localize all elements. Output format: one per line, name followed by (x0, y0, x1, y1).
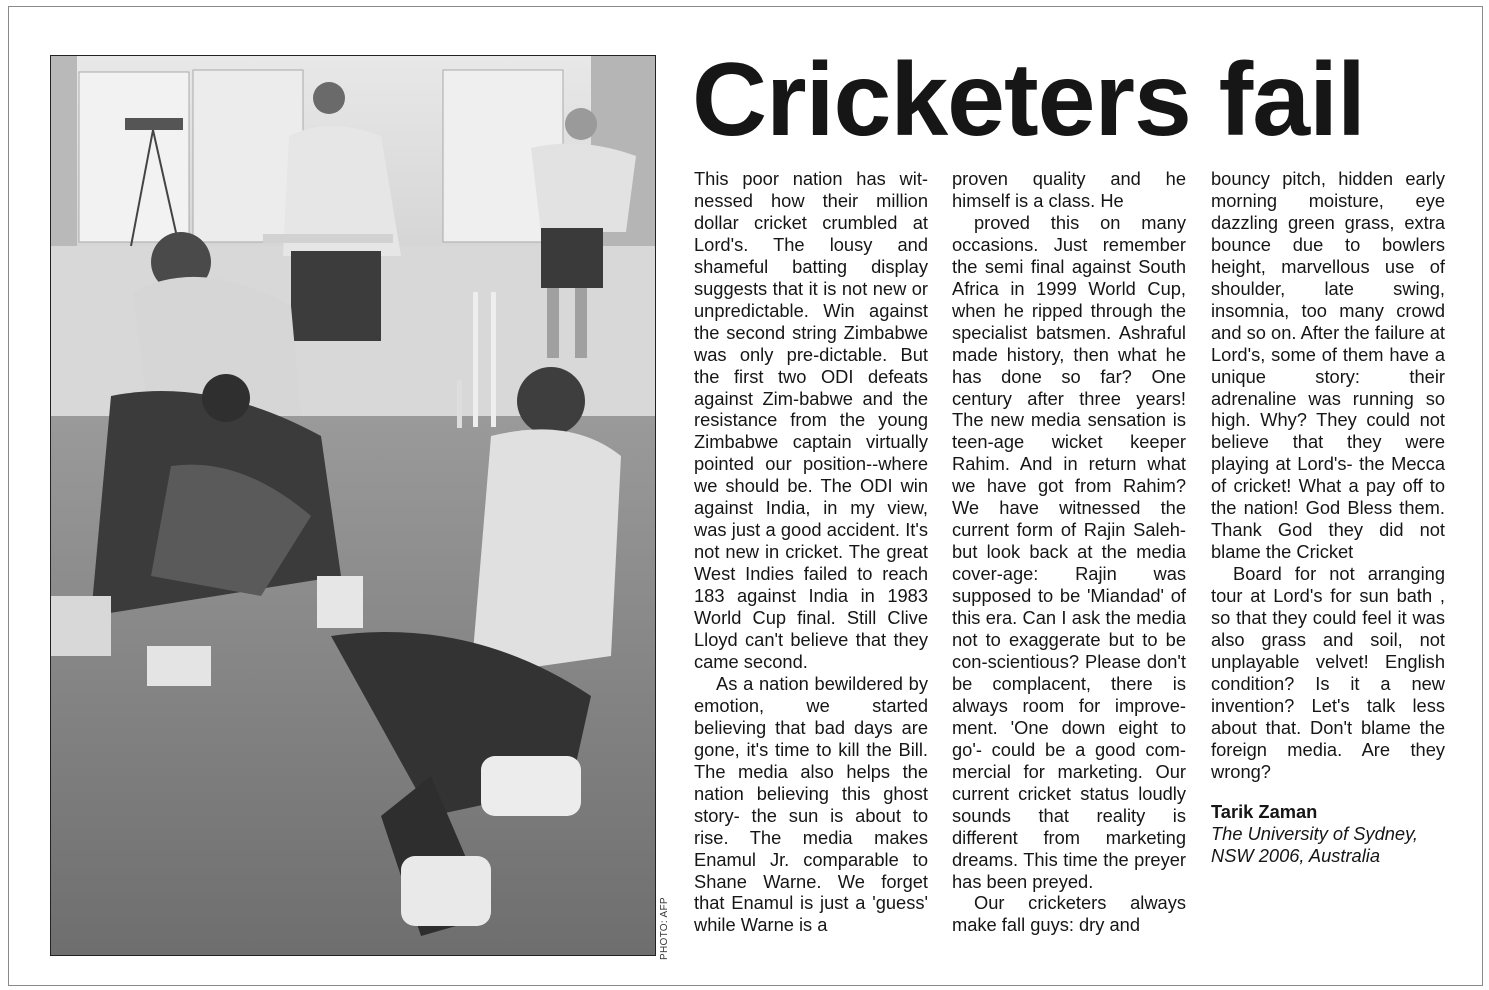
photo-credit: PHOTO: AFP (659, 897, 670, 960)
byline-name: Tarik Zaman (1211, 800, 1318, 822)
byline-affiliation-line-1: The University of Sydney, (1211, 822, 1418, 844)
article-paragraph: proven quality and he himself is a class. He (952, 168, 1186, 211)
article-paragraph: Our cricketers always make fall guys: dry and (952, 892, 1186, 936)
article-column-2 (952, 168, 1186, 936)
headline: Cricketers fail (692, 42, 1365, 158)
article-column-3 (1211, 168, 1445, 867)
article-paragraph: This poor nation has wit-nessed how their million dollar cricket crumbled at Lord's. The lousy and shameful batting display suggests that it is not new or unpredictable. Win against the second string Zimbabwe was only pre-dictable. But the first two ODI defeats against Zim-babwe and the resistance from the young Zimbabwe captain virtually pointed our position--where we should be. The ODI win against India, in my view, was just a good accident. It's not new in cricket. The great West Indies failed to reach 183 against India in 1983 World Cup final. Still Clive Lloyd can't believe that they came second. (694, 168, 928, 672)
article-paragraph: As a nation bewildered by emotion, we started believing that bad days are gone, it's time to kill the Bill. The media also helps the nation believing this ghost story- the sun is about to rise. The media makes Enamul Jr. comparable to Shane Warne. We forget that Enamul is just a 'guess' while Warne is a (694, 672, 928, 936)
article-paragraph: proved this on many occasions. Just remember the semi final against South Africa in 1999 World Cup, when he ripped through the specialist batsmen. Ashraful made history, then what he has done so far? One century after three years! The new media sensation is teen-age wicket keeper Rahim. And in return what we have got from Rahim? We have witnessed the current form of Rajin Saleh- but look back at the media cover-age: Rajin was supposed to be 'Miandad' of this era. Can I ask the media not to exaggerate but to be con-scientious? Please don't be complacent, there is always room for improve-ment. 'One down eight to go'- could be a good com-mercial for marketing. Our current cricket status loudly sounds that reality is different from marketing dreams. This time the preyer has been preyed. (952, 211, 1186, 892)
article-column-1 (694, 168, 928, 936)
article-paragraph: Board for not arranging tour at Lord's for sun bath , so that they could feel it was also grass and soil, not unplayable velvet! English condition? Is it a new invention? Let's talk less about that. Don't blame the foreign media. Are they wrong? (1211, 563, 1445, 782)
article-paragraph: bouncy pitch, hidden early morning moisture, eye dazzling green grass, extra bounce due to bowlers height, marvellous use of shoulder, late swing, insomnia, too many crowd and so on. After the failure at Lord's, some of them have a unique story: their adrenaline was running so high. Why? They could not believe that they were playing at Lord's- the Mecca of cricket! What a pay off to the nation! God Bless them. Thank God they did not blame the Cricket (1211, 168, 1445, 563)
news-photo (50, 55, 656, 956)
byline-affiliation-line-2: NSW 2006, Australia (1211, 844, 1381, 866)
